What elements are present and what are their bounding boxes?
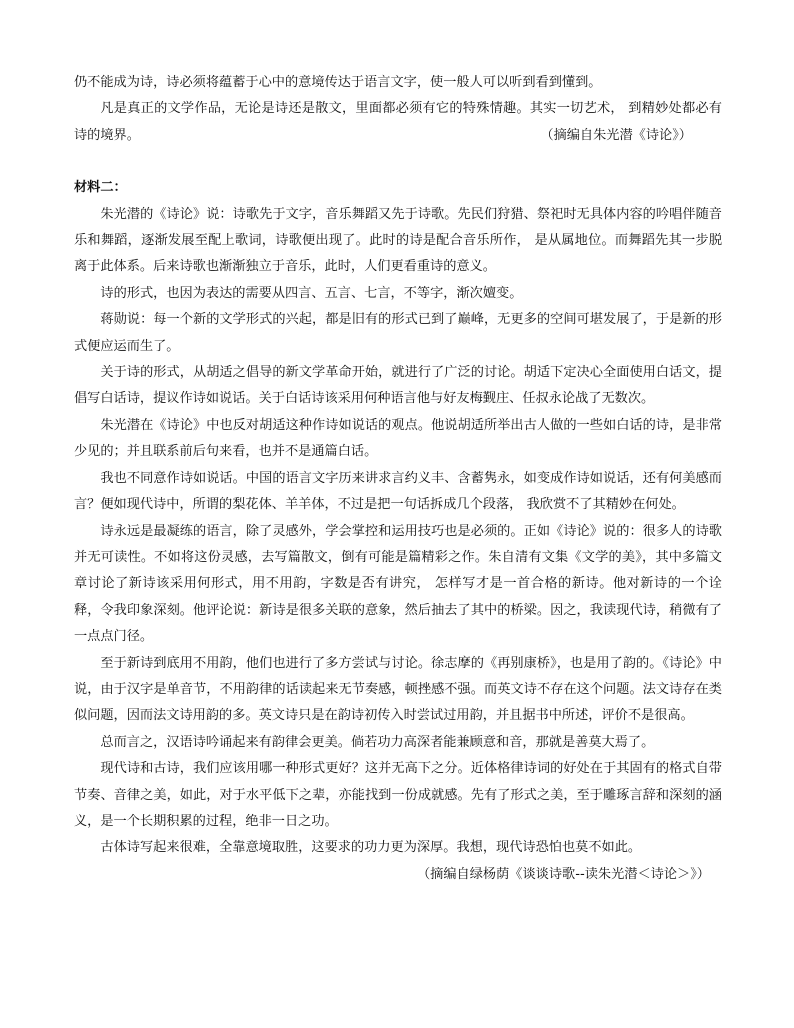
- paragraph-2-9: 总而言之，汉语诗吟诵起来有韵律会更美。倘若功力高深者能兼顾意和音，那就是善莫大焉了。: [100, 734, 655, 750]
- section-gap: [74, 149, 722, 175]
- document-page: [74, 70, 722, 888]
- paragraph-2-3: 蒋勋说：每一个新的文学形式的兴起，都是旧有的形式已到了巅峰，无更多的空间可堪发展了，于是新的形式便应运而生了。: [74, 312, 722, 354]
- paragraph-2-8: 至于新诗到底用不用韵，他们也进行了多方尝试与讨论。徐志摩的《再别康桥》，也是用了韵的。《诗论》中说，由于汉字是单音节，不用韵律的话读起来无节奏感，顿挫感不强。而英文诗不存在这个问题。法文诗存在类似问题，因而法文诗用韵的多。英文诗只是在韵诗初传入时尝试过用韵，并且据书中所述，评价不是很高。: [74, 655, 722, 724]
- paragraph-1-1: 仍不能成为诗，诗必须将蕴蓄于心中的意境传达于语言文字，使一般人可以听到看到懂到。: [74, 75, 602, 90]
- paragraph-2-5: 朱光潜在《诗论》中也反对胡适这种作诗如说话的观点。他说胡适所举出古人做的一些如白话的诗，是非常少见的；并且联系前后句来看，也并不是通篇白话。: [74, 417, 722, 460]
- section-heading-material-2: 材料二：: [74, 180, 127, 196]
- paragraph-2-4: 关于诗的形式，从胡适之倡导的新文学革命开始，就进行了广泛的讨论。胡适下定决心全面使用白话文，提倡写白话诗，提议作诗如说话。关于白话诗该采用何种语言他与好友梅觐庄、任叔永论战了无数次。: [74, 365, 722, 407]
- source-citation-1: （摘编自朱光潜《诗论》）: [540, 127, 692, 143]
- paragraph-2-7: 诗永远是最凝练的语言，除了灵感外，学会掌控和运用技巧也是必须的。正如《诗论》说的：很多人的诗歌并无可读性。不如将这份灵感，去写篇散文，倒有可能是篇精彩之作。朱自清有文集《文学的美》，其中多篇文章讨论了新诗该采用何形式，用不用韵，字数是否有讲究， 怎样写才是一首合格的新诗。他对新诗的一个诠释，令我印象深刻。他评论说：新诗是很多关联的意象，然后抽去了其中的桥梁。因之，我读现代诗，稍微有了一点点门径。: [74, 523, 722, 645]
- paragraph-2-6: 我也不同意作诗如说话。中国的语言文字历来讲求言约义丰、含蓄隽永，如变成作诗如说话，还有何美感而言？便如现代诗中，所谓的梨花体、羊羊体，不过是把一句话拆成几个段落， 我欣赏不了其精妙在何处。: [74, 470, 722, 513]
- paragraph-2-11: 古体诗写起来很难，全靠意境取胜，这要求的功力更为深厚。我想，现代诗恐怕也莫不如此。: [100, 840, 642, 856]
- source-citation-2: （摘编自绿杨荫《谈谈诗歌--读朱光潜＜诗论＞》）: [416, 866, 710, 882]
- paragraph-2-2: 诗的形式，也因为表达的需要从四言、五言、七言，不等字，渐次嬗变。: [100, 285, 523, 301]
- paragraph-2-10: 现代诗和古诗，我们应该用哪一种形式更好？这并无高下之分。近体格律诗词的好处在于其固有的格式自带节奏、音律之美，如此，对于水平低下之辈，亦能找到一份成就感。先有了形式之美，至于雕琢言辞和深刻的涵义，是一个长期积累的过程，绝非一日之功。: [74, 761, 722, 829]
- paragraph-1-2: [74, 96, 722, 149]
- paragraph-2-1: 朱光潜的《诗论》说：诗歌先于文字，音乐舞蹈又先于诗歌。先民们狩猎、祭祀时无具体内容的吟唱伴随音乐和舞蹈，逐渐发展至配上歌词，诗歌便出现了。此时的诗是配合音乐所作， 是从属地位。而舞蹈先其一步脱离于此体系。后来诗歌也渐渐独立于音乐，此时，人们更看重诗的意义。: [74, 206, 722, 275]
- paragraph-1-2-text: 凡是真正的文学作品，无论是诗还是散文，里面都必须有它的特殊情趣。其实一切艺术， 到精妙处都必有诗的境界。: [74, 101, 722, 143]
